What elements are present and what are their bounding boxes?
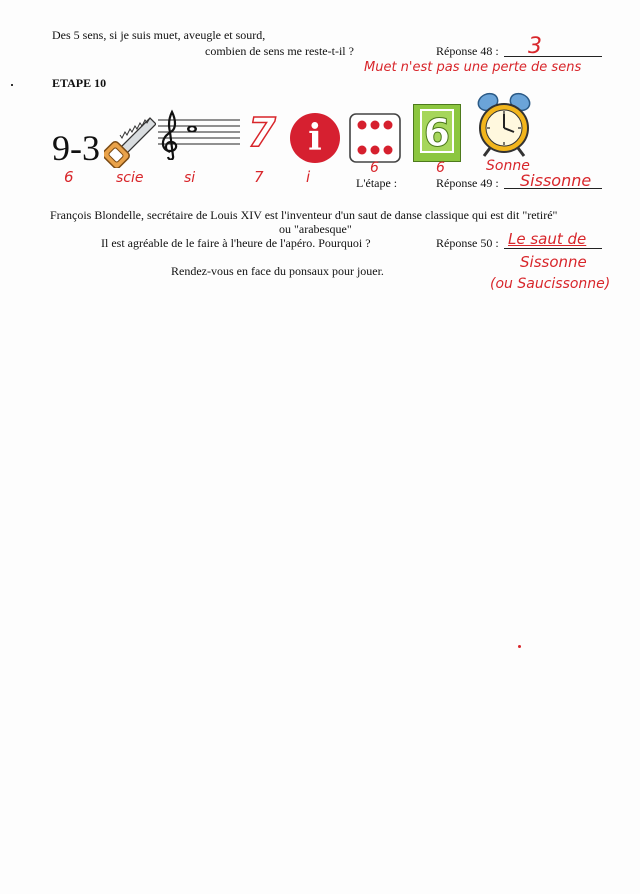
etape-title: ETAPE 10 bbox=[52, 76, 107, 90]
q48-answer: 3 bbox=[528, 34, 542, 59]
red-dot bbox=[518, 645, 521, 648]
dice-six-icon bbox=[348, 112, 402, 164]
q50-answer-1: Le saut de bbox=[508, 230, 587, 248]
q50-answer-2: Sissonne bbox=[520, 253, 587, 271]
q48-answer-line bbox=[504, 56, 602, 57]
q50-line2: ou "arabesque" bbox=[279, 222, 352, 236]
etape-label: L'étape : bbox=[356, 176, 398, 190]
q48-line1: Des 5 sens, si je suis muet, aveugle et sourd, bbox=[52, 28, 266, 42]
saw-icon bbox=[104, 112, 156, 168]
q50-line1: François Blondelle, secrétaire de Louis XIV est l'inventeur d'un saut de danse classique qui est dit "retiré" bbox=[50, 208, 558, 222]
rendezvous-text: Rendez-vous en face du ponsaux pour jouer. bbox=[171, 264, 384, 278]
q49-answer: Sissonne bbox=[520, 171, 592, 190]
q48-line2: combien de sens me reste-t-il ? bbox=[205, 44, 354, 58]
six-tile-digit: 6 bbox=[423, 111, 451, 155]
q50-answer-line bbox=[504, 248, 602, 249]
q50-label: Réponse 50 : bbox=[436, 236, 499, 250]
under-saw: scie bbox=[116, 170, 144, 186]
under-seven: 7 bbox=[254, 168, 264, 186]
info-letter: i bbox=[308, 117, 322, 159]
under-tile: 6 bbox=[436, 160, 445, 176]
q50-line3: Il est agréable de le faire à l'heure de l'apéro. Pourquoi ? bbox=[101, 236, 371, 250]
under-dice: 6 bbox=[370, 160, 379, 176]
q48-note: Muet n'est pas une perte de sens bbox=[364, 60, 582, 75]
stray-dot bbox=[11, 84, 13, 86]
under-clock: Sonne bbox=[486, 158, 530, 174]
music-note-icon bbox=[156, 104, 240, 160]
q50-answer-3: (ou Saucissonne) bbox=[490, 276, 611, 292]
under-number: 6 bbox=[64, 168, 74, 186]
q49-label: Réponse 49 : bbox=[436, 176, 499, 190]
seven-outline: 7 bbox=[248, 110, 276, 156]
alarm-clock-icon bbox=[470, 92, 538, 158]
under-note: si bbox=[184, 170, 196, 186]
rebus-number: 9-3 bbox=[52, 128, 100, 168]
q48-label: Réponse 48 : bbox=[436, 44, 499, 58]
under-info: i bbox=[306, 168, 311, 186]
